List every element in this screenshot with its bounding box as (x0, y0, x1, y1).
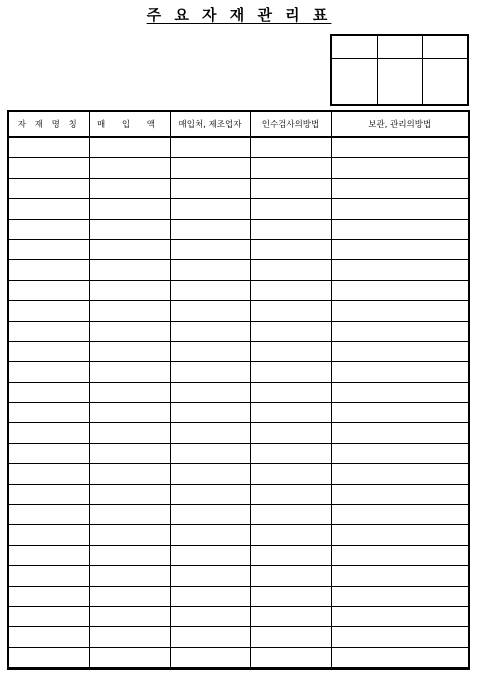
table-cell[interactable] (250, 239, 331, 259)
table-cell[interactable] (89, 627, 170, 647)
table-cell[interactable] (170, 219, 250, 239)
table-cell[interactable] (250, 484, 331, 504)
table-cell[interactable] (9, 341, 89, 361)
table-cell[interactable] (9, 566, 89, 586)
table-cell[interactable] (9, 239, 89, 259)
table-cell[interactable] (9, 525, 89, 545)
approval-box (330, 34, 469, 106)
table-cell[interactable] (89, 382, 170, 402)
table-cell[interactable] (331, 505, 468, 525)
table-header-row (9, 112, 468, 137)
table-cell[interactable] (9, 382, 89, 402)
table-cell[interactable] (331, 423, 468, 443)
table-cell[interactable] (331, 525, 468, 545)
table-cell[interactable] (170, 321, 250, 341)
table-cell[interactable] (250, 382, 331, 402)
table-cell[interactable] (170, 403, 250, 423)
table-row (9, 423, 468, 443)
table-cell[interactable] (250, 606, 331, 626)
table-cell[interactable] (170, 423, 250, 443)
table-cell[interactable] (9, 403, 89, 423)
table-cell[interactable] (170, 484, 250, 504)
table-cell[interactable] (250, 362, 331, 382)
table-cell[interactable] (89, 423, 170, 443)
table-cell[interactable] (170, 341, 250, 361)
table-cell[interactable] (89, 525, 170, 545)
table-cell[interactable] (250, 464, 331, 484)
table-cell[interactable] (9, 505, 89, 525)
table-cell[interactable] (250, 586, 331, 606)
table-row (9, 566, 468, 586)
table-row (9, 158, 468, 178)
table-cell[interactable] (170, 545, 250, 565)
table-cell[interactable] (89, 647, 170, 667)
table-cell[interactable] (250, 158, 331, 178)
table-cell[interactable] (331, 545, 468, 565)
table-row (9, 239, 468, 259)
table-cell[interactable] (331, 341, 468, 361)
table-cell[interactable] (170, 137, 250, 158)
table-cell[interactable] (331, 239, 468, 259)
table-cell[interactable] (331, 403, 468, 423)
table-cell[interactable] (89, 301, 170, 321)
table-cell[interactable] (9, 627, 89, 647)
table-cell[interactable] (89, 545, 170, 565)
table-cell[interactable] (9, 301, 89, 321)
table-row (9, 382, 468, 402)
approval-header-row (332, 36, 467, 59)
table-cell[interactable] (250, 178, 331, 198)
table-cell[interactable] (331, 260, 468, 280)
table-cell[interactable] (250, 301, 331, 321)
table-cell[interactable] (170, 525, 250, 545)
table-cell[interactable] (89, 606, 170, 626)
table-row (9, 443, 468, 463)
column-header-material-name: 자 재 명 칭 (9, 112, 89, 137)
table-cell[interactable] (89, 484, 170, 504)
approval-table (332, 36, 467, 104)
table-cell[interactable] (250, 423, 331, 443)
table-cell[interactable] (331, 606, 468, 626)
table-cell[interactable] (9, 199, 89, 219)
table-cell[interactable] (89, 280, 170, 300)
table-cell[interactable] (250, 137, 331, 158)
table-cell[interactable] (250, 219, 331, 239)
table-cell[interactable] (9, 137, 89, 158)
table-cell[interactable] (170, 566, 250, 586)
table-cell[interactable] (170, 443, 250, 463)
approval-sign-cell[interactable] (332, 59, 377, 105)
table-cell[interactable] (170, 199, 250, 219)
table-cell[interactable] (250, 443, 331, 463)
table-cell[interactable] (89, 239, 170, 259)
approval-sign-cell[interactable] (422, 59, 467, 105)
column-header-storage-method: 보관, 관리의방법 (331, 112, 468, 137)
table-cell[interactable] (89, 158, 170, 178)
table-row (9, 484, 468, 504)
table-cell[interactable] (250, 341, 331, 361)
table-cell[interactable] (250, 321, 331, 341)
table-cell[interactable] (331, 382, 468, 402)
table-cell[interactable] (9, 423, 89, 443)
table-cell[interactable] (250, 545, 331, 565)
table-cell[interactable] (331, 362, 468, 382)
table-cell[interactable] (89, 341, 170, 361)
approval-header-cell[interactable] (332, 36, 377, 59)
table-cell[interactable] (170, 239, 250, 259)
table-row (9, 178, 468, 198)
table-cell[interactable] (89, 566, 170, 586)
table-row (9, 219, 468, 239)
table-cell[interactable] (170, 647, 250, 667)
table-cell[interactable] (170, 586, 250, 606)
table-cell[interactable] (9, 464, 89, 484)
table-cell[interactable] (9, 219, 89, 239)
table-cell[interactable] (250, 627, 331, 647)
table-cell[interactable] (9, 362, 89, 382)
column-header-supplier: 매입처, 제조업자 (170, 112, 250, 137)
table-cell[interactable] (170, 178, 250, 198)
table-cell[interactable] (170, 464, 250, 484)
table-cell[interactable] (331, 301, 468, 321)
table-cell[interactable] (9, 586, 89, 606)
approval-header-cell[interactable] (422, 36, 467, 59)
table-row (9, 545, 468, 565)
table-cell[interactable] (331, 158, 468, 178)
table-cell[interactable] (9, 647, 89, 667)
table-cell[interactable] (9, 158, 89, 178)
table-cell[interactable] (331, 178, 468, 198)
table-cell[interactable] (9, 260, 89, 280)
approval-header-cell[interactable] (377, 36, 422, 59)
table-cell[interactable] (331, 566, 468, 586)
table-cell[interactable] (331, 586, 468, 606)
table-cell[interactable] (89, 464, 170, 484)
table-row (9, 606, 468, 626)
table-cell[interactable] (9, 484, 89, 504)
table-cell[interactable] (250, 199, 331, 219)
column-header-inspection-method: 인수검사의방법 (250, 112, 331, 137)
table-row (9, 260, 468, 280)
table-cell[interactable] (331, 464, 468, 484)
materials-table-container (7, 110, 470, 670)
table-cell[interactable] (250, 403, 331, 423)
table-row (9, 301, 468, 321)
materials-table (9, 112, 468, 668)
table-cell[interactable] (250, 260, 331, 280)
table-row (9, 403, 468, 423)
table-cell[interactable] (89, 443, 170, 463)
document-title: 주 요 자 재 관 리 표 (146, 6, 332, 24)
table-cell[interactable] (89, 199, 170, 219)
table-row (9, 362, 468, 382)
table-cell[interactable] (89, 362, 170, 382)
table-cell[interactable] (170, 505, 250, 525)
table-row (9, 647, 468, 667)
table-cell[interactable] (89, 219, 170, 239)
table-cell[interactable] (170, 260, 250, 280)
table-cell[interactable] (331, 280, 468, 300)
table-row (9, 341, 468, 361)
table-cell[interactable] (9, 443, 89, 463)
table-cell[interactable] (331, 627, 468, 647)
table-cell[interactable] (331, 443, 468, 463)
table-cell[interactable] (331, 484, 468, 504)
table-row (9, 627, 468, 647)
table-row (9, 586, 468, 606)
table-cell[interactable] (89, 260, 170, 280)
table-row (9, 280, 468, 300)
table-row (9, 464, 468, 484)
table-row (9, 199, 468, 219)
table-cell[interactable] (9, 280, 89, 300)
table-cell[interactable] (89, 321, 170, 341)
table-cell[interactable] (331, 647, 468, 667)
approval-sign-row (332, 59, 467, 105)
table-cell[interactable] (9, 321, 89, 341)
table-cell[interactable] (89, 178, 170, 198)
table-row (9, 321, 468, 341)
table-cell[interactable] (331, 321, 468, 341)
table-cell[interactable] (170, 606, 250, 626)
table-cell[interactable] (170, 362, 250, 382)
table-cell[interactable] (89, 505, 170, 525)
table-cell[interactable] (170, 158, 250, 178)
table-cell[interactable] (170, 301, 250, 321)
table-cell[interactable] (170, 382, 250, 402)
table-cell[interactable] (9, 606, 89, 626)
table-cell[interactable] (89, 403, 170, 423)
column-header-purchase-amount: 매 입 액 (89, 112, 170, 137)
table-cell[interactable] (331, 199, 468, 219)
table-row (9, 505, 468, 525)
table-cell[interactable] (89, 586, 170, 606)
table-cell[interactable] (331, 219, 468, 239)
approval-sign-cell[interactable] (377, 59, 422, 105)
table-body (9, 137, 468, 668)
table-cell[interactable] (9, 178, 89, 198)
table-cell[interactable] (250, 647, 331, 667)
table-cell[interactable] (89, 137, 170, 158)
table-cell[interactable] (170, 627, 250, 647)
table-row (9, 525, 468, 545)
table-cell[interactable] (250, 280, 331, 300)
table-cell[interactable] (250, 505, 331, 525)
table-row (9, 137, 468, 158)
table-cell[interactable] (250, 525, 331, 545)
table-cell[interactable] (331, 137, 468, 158)
table-cell[interactable] (250, 566, 331, 586)
table-cell[interactable] (9, 545, 89, 565)
table-cell[interactable] (170, 280, 250, 300)
